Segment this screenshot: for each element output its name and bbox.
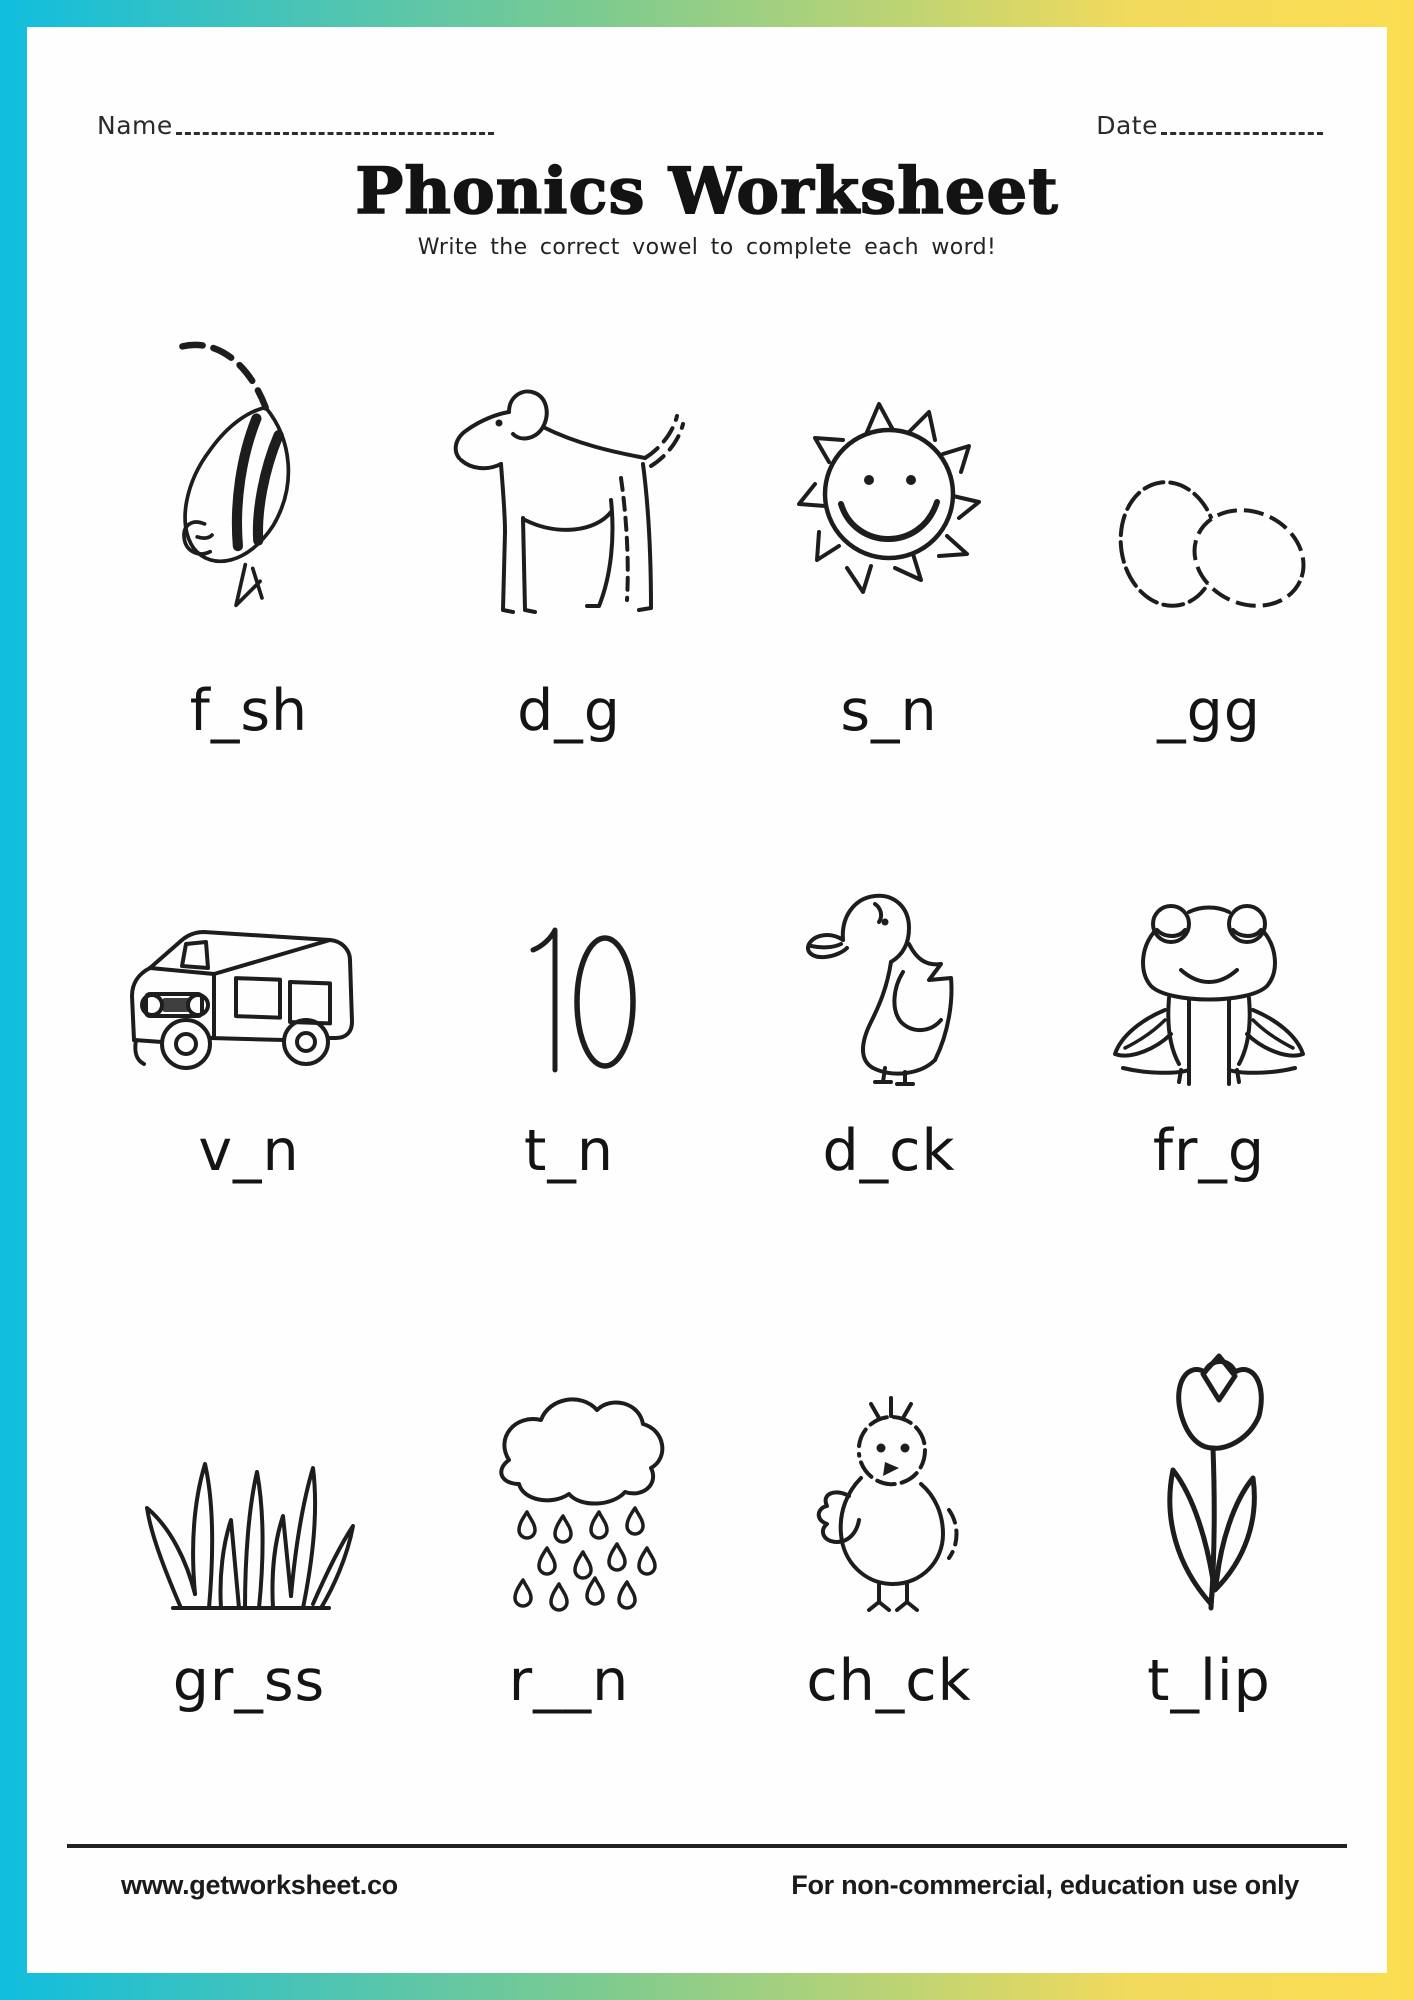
word-blank: ch_ck (806, 1648, 972, 1715)
worksheet-row-1 (89, 316, 1369, 748)
word-blank: fr_g (1152, 1118, 1266, 1185)
egg-illustration (1093, 316, 1325, 622)
footer-license: For non-commercial, education use only (791, 1870, 1299, 1901)
word-blank: v_n (198, 1118, 300, 1185)
duck-illustration (801, 860, 977, 1088)
word-blank: f_sh (189, 678, 309, 744)
frog-illustration (1107, 860, 1311, 1088)
van-illustration (118, 860, 380, 1088)
page-subtitle: Write the correct vowel to complete each word! (417, 235, 997, 260)
worksheet-item-chick (729, 1336, 1049, 1718)
tulip-illustration (1133, 1336, 1285, 1618)
chick-illustration (797, 1336, 981, 1618)
word-blank: gr_ss (172, 1648, 326, 1715)
worksheet-item-grass (89, 1336, 409, 1718)
worksheet-item-frog (1049, 860, 1369, 1188)
footer (27, 1870, 1387, 1901)
worksheet-row-3 (89, 1336, 1369, 1718)
grass-illustration (133, 1336, 365, 1618)
word-blank: s_n (840, 678, 938, 744)
worksheet-item-sun (729, 316, 1049, 748)
worksheet-item-duck (729, 860, 1049, 1188)
header-fields (27, 111, 1387, 140)
worksheet-page (27, 27, 1387, 1973)
worksheet-item-tulip (1049, 1336, 1369, 1718)
word-blank: d_ck (822, 1118, 956, 1185)
ten-illustration (493, 860, 645, 1088)
name-label: Name (97, 111, 173, 140)
date-line (1161, 131, 1323, 135)
worksheet-item-egg (1049, 316, 1369, 748)
footer-website: www.getworksheet.co (121, 1870, 398, 1901)
footer-divider (67, 1844, 1347, 1848)
page-title: Phonics Worksheet (355, 154, 1059, 229)
worksheet-row-2 (89, 860, 1369, 1188)
dog-illustration (443, 316, 695, 622)
fish-illustration (154, 316, 344, 622)
sun-illustration (771, 316, 1007, 622)
word-blank: d_g (517, 678, 621, 744)
date-field (1096, 111, 1323, 140)
name-field (97, 111, 494, 140)
word-blank: t_n (524, 1118, 614, 1185)
worksheet-item-ten (409, 860, 729, 1188)
word-blank: _gg (1157, 678, 1261, 744)
date-label: Date (1096, 111, 1158, 140)
word-blank: t_lip (1147, 1648, 1271, 1715)
worksheet-item-fish (89, 316, 409, 748)
worksheet-item-rain (409, 1336, 729, 1718)
worksheet-item-van (89, 860, 409, 1188)
word-blank: r__n (508, 1648, 630, 1715)
name-line (176, 131, 494, 135)
worksheet-item-dog (409, 316, 729, 748)
rain-illustration (451, 1336, 687, 1618)
